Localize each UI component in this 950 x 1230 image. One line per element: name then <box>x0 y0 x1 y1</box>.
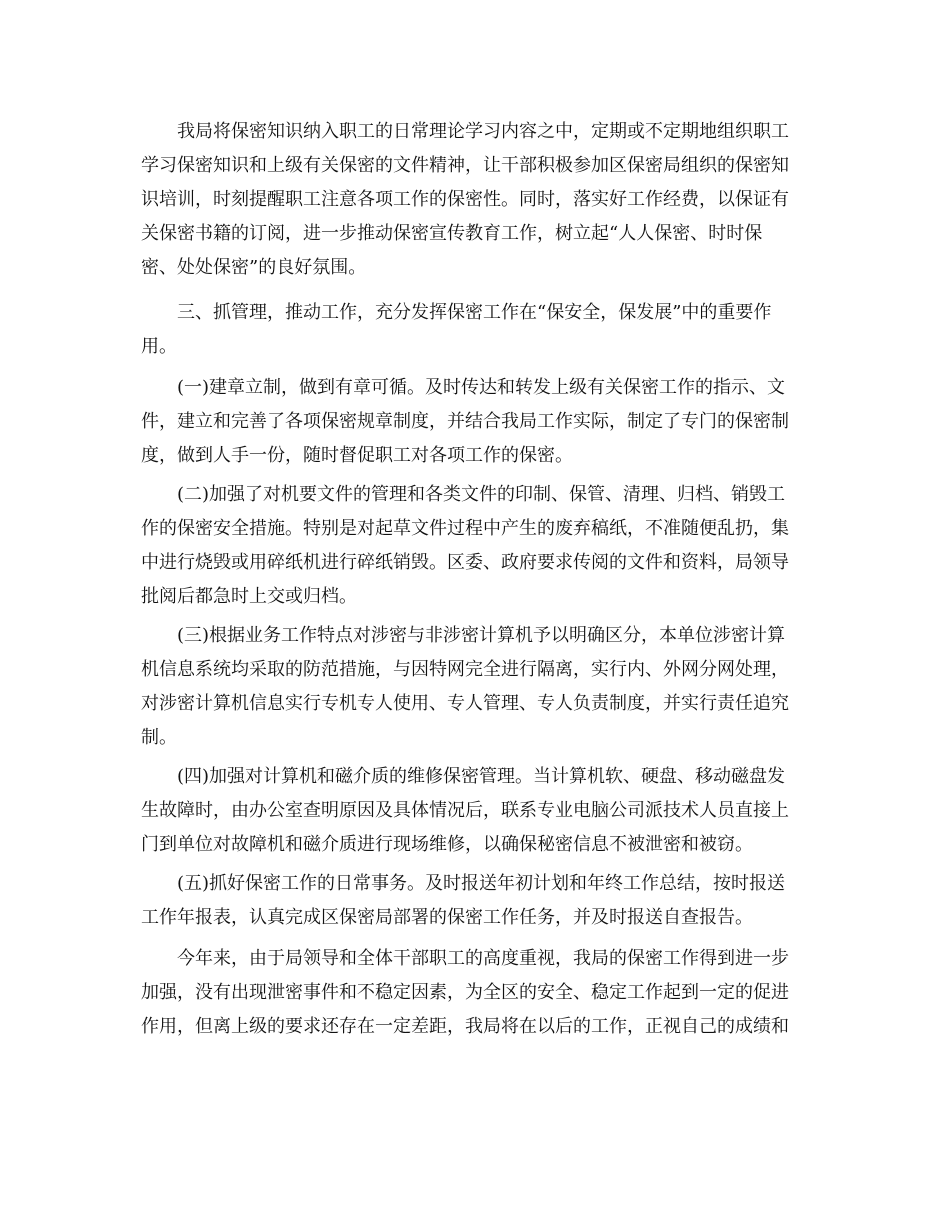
text-line-10: 度，做到人手一份，随时督促职工对各项工作的保密。 <box>141 445 573 466</box>
text-line-11: (二)加强了对机要文件的管理和各类文件的印制、保管、清理、归档、销毁工 <box>177 484 786 505</box>
text-line-22: (五)抓好保密工作的日常事务。及时报送年初计划和年终工作总结，按时报送 <box>177 873 786 894</box>
text-line-15: (三)根据业务工作特点对涉密与非涉密计算机予以明确区分，本单位涉密计算 <box>177 625 786 646</box>
text-line-14: 批阅后都急时上交或归档。 <box>141 586 357 607</box>
text-line-5: 密、处处保密”的良好氛围。 <box>141 257 367 278</box>
text-line-26: 作用，但离上级的要求还存在一定差距，我局将在以后的工作，正视自己的成绩和 <box>141 1016 789 1037</box>
text-line-2: 学习保密知识和上级有关保密的文件精神，让干部积极参加区保密局组织的保密知 <box>141 155 789 176</box>
text-line-1: 我局将保密知识纳入职工的日常理论学习内容之中，定期或不定期地组织职工 <box>177 121 789 142</box>
text-line-8: (一)建章立制，做到有章可循。及时传达和转发上级有关保密工作的指示、文 <box>177 377 786 398</box>
text-line-23: 工作年报表，认真完成区保密局部署的保密工作任务，并及时报送自查报告。 <box>141 907 753 928</box>
text-line-4: 关保密书籍的订阅，进一步推动保密宣传教育工作，树立起“人人保密、时时保 <box>141 223 763 244</box>
text-line-20: 生故障时，由办公室查明原因及具体情况后，联系专业电脑公司派技术人员直接上 <box>141 800 789 821</box>
text-line-13: 中进行烧毁或用碎纸机进行碎纸销毁。区委、政府要求传阅的文件和资料，局领导 <box>141 552 789 573</box>
text-line-7: 用。 <box>141 336 177 357</box>
text-line-25: 加强，没有出现泄密事件和不稳定因素，为全区的安全、稳定工作起到一定的促进 <box>141 982 789 1003</box>
text-line-21: 门到单位对故障机和磁介质进行现场维修，以确保秘密信息不被泄密和被窃。 <box>141 834 753 855</box>
text-line-18: 制。 <box>141 727 177 748</box>
text-line-3: 识培训，时刻提醒职工注意各项工作的保密性。同时，落实好工作经费，以保证有 <box>141 189 789 210</box>
text-line-6: 三、抓管理，推动工作，充分发挥保密工作在“保安全，保发展”中的重要作 <box>177 302 772 323</box>
text-line-16: 机信息系统均采取的防范措施，与因特网完全进行隔离，实行内、外网分网处理， <box>141 659 789 680</box>
text-line-17: 对涉密计算机信息实行专机专人使用、专人管理、专人负责制度，并实行责任追究 <box>141 693 789 714</box>
text-line-24: 今年来，由于局领导和全体干部职工的高度重视，我局的保密工作得到进一步 <box>177 948 789 969</box>
text-line-19: (四)加强对计算机和磁介质的维修保密管理。当计算机软、硬盘、移动磁盘发 <box>177 766 786 787</box>
text-line-12: 作的保密安全措施。特别是对起草文件过程中产生的废弃稿纸，不准随便乱扔，集 <box>141 518 789 539</box>
text-line-9: 件，建立和完善了各项保密规章制度，并结合我局工作实际，制定了专门的保密制 <box>141 411 789 432</box>
